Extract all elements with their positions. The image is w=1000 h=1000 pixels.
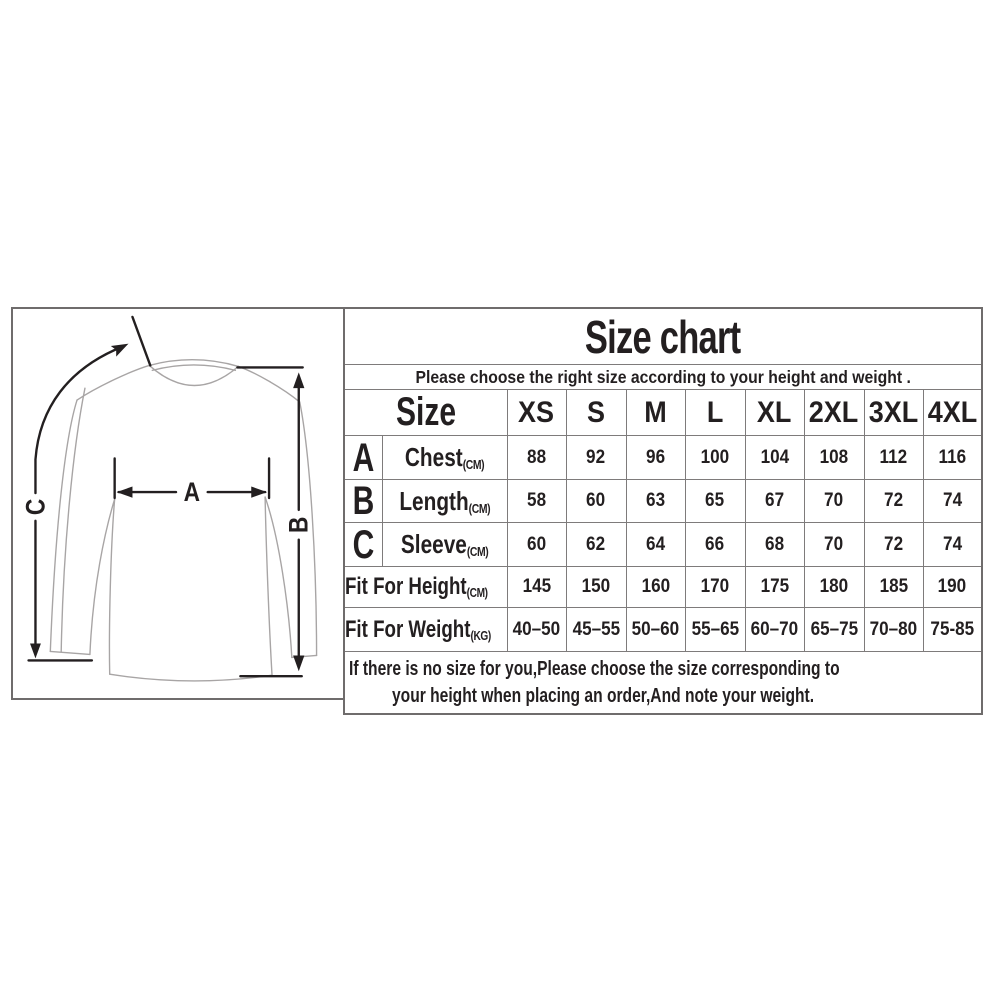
height-value-cell-text: 175 xyxy=(760,576,789,597)
sleeve-value-cell xyxy=(507,523,566,567)
weight-value-cell xyxy=(507,608,566,652)
length-value-cell xyxy=(685,480,745,523)
footer-note-cell xyxy=(344,652,982,715)
size-column-header-text: M xyxy=(644,395,667,429)
chest-value-cell-text: 112 xyxy=(879,446,908,468)
chest-row xyxy=(344,436,982,480)
shirt-outline xyxy=(50,360,316,681)
sleeve-value-cell xyxy=(923,523,982,567)
length-row xyxy=(344,480,982,523)
length-value-cell xyxy=(566,480,626,523)
chest-value-cell xyxy=(804,436,864,480)
footer-note-line2: your height when placing an order,And note your weight. xyxy=(392,684,815,707)
height-value-cell-text: 150 xyxy=(581,576,611,597)
size-column-header xyxy=(685,390,745,436)
shirt-diagram-panel xyxy=(11,307,345,700)
chest-value-cell xyxy=(745,436,804,480)
size-column-header-text: 3XL xyxy=(868,395,919,429)
size-header-label: Size xyxy=(395,390,456,434)
sleeve-value-cell-text: 70 xyxy=(824,533,844,555)
length-value-cell xyxy=(507,480,566,523)
right-shoulder-line xyxy=(238,366,299,402)
sleeve-unit: (CM) xyxy=(466,544,489,559)
fit-weight-label: Fit For Weight xyxy=(345,615,471,643)
size-chart-panel xyxy=(343,307,981,707)
body-left-edge xyxy=(109,499,114,674)
chest-value-cell-text: 92 xyxy=(586,446,606,468)
height-value-cell xyxy=(685,567,745,608)
footer-note-row xyxy=(344,652,982,715)
length-value-cell xyxy=(923,480,982,523)
arrow-b-top-arrowhead xyxy=(293,372,304,388)
fit-height-row xyxy=(344,567,982,608)
chest-value-cell xyxy=(685,436,745,480)
height-value-cell-text: 185 xyxy=(879,576,908,597)
length-label: Length xyxy=(399,485,469,516)
chest-label: Chest xyxy=(404,442,463,472)
letter-c: C xyxy=(352,522,375,567)
sleeve-value-cell-text: 74 xyxy=(942,533,962,555)
sleeve-value-cell xyxy=(566,523,626,567)
height-value-cell xyxy=(864,567,923,608)
sleeve-value-cell xyxy=(864,523,923,567)
arrow-b-bottom-arrowhead xyxy=(293,655,304,671)
sleeve-value-cell-text: 60 xyxy=(526,533,547,555)
height-value-cell xyxy=(804,567,864,608)
height-value-cell xyxy=(923,567,982,608)
arrow-a-left-arrowhead xyxy=(117,486,133,497)
weight-value-cell xyxy=(864,608,923,652)
collar-leader-line xyxy=(132,317,150,366)
chest-value-cell-text: 96 xyxy=(645,446,666,468)
letter-cell-a xyxy=(344,436,382,480)
weight-value-cell-text: 60–70 xyxy=(750,618,799,640)
size-column-header-text: XS xyxy=(518,395,555,429)
size-column-header-text: 2XL xyxy=(809,395,859,429)
sleeve-value-cell xyxy=(685,523,745,567)
size-column-header-text: L xyxy=(706,395,724,429)
weight-value-cell-text: 45–55 xyxy=(572,618,620,640)
subtitle-cell xyxy=(344,365,982,390)
height-value-cell-text: 190 xyxy=(938,576,967,597)
size-column-header xyxy=(507,390,566,436)
left-sleeve-seam-line xyxy=(61,388,85,651)
length-label-cell xyxy=(382,480,507,523)
label-a: A xyxy=(183,478,201,508)
length-value-cell-text: 65 xyxy=(705,490,725,511)
weight-value-cell-text: 50–60 xyxy=(631,618,680,640)
weight-value-cell-text: 75-85 xyxy=(930,618,975,640)
length-unit: (CM) xyxy=(468,500,490,516)
arrow-c-bottom-arrowhead xyxy=(30,644,41,659)
chest-value-cell xyxy=(626,436,685,480)
footer-note-line1: If there is no size for you,Please choose the size corresponding to xyxy=(348,657,840,680)
size-column-header xyxy=(864,390,923,436)
chest-value-cell-text: 100 xyxy=(700,446,730,468)
letter-cell-c xyxy=(344,523,382,567)
chest-value-cell-text: 88 xyxy=(526,446,547,468)
label-c: C xyxy=(21,498,51,516)
weight-value-cell xyxy=(626,608,685,652)
weight-value-cell-text: 55–65 xyxy=(691,618,739,640)
page-title: Size chart xyxy=(585,310,741,363)
size-column-header xyxy=(745,390,804,436)
length-value-cell xyxy=(745,480,804,523)
letter-b: B xyxy=(352,479,375,523)
chest-value-cell-text: 108 xyxy=(819,446,849,468)
sleeve-value-cell xyxy=(745,523,804,567)
title-row xyxy=(344,308,982,365)
dimension-labels xyxy=(22,478,314,533)
height-value-cell xyxy=(745,567,804,608)
length-value-cell xyxy=(626,480,685,523)
height-value-cell xyxy=(626,567,685,608)
sleeve-value-cell-text: 62 xyxy=(586,533,606,555)
letter-a: A xyxy=(352,435,375,480)
sleeve-value-cell-text: 72 xyxy=(883,533,904,555)
chest-value-cell xyxy=(864,436,923,480)
collar-top-inner-line xyxy=(152,365,235,370)
fit-weight-row xyxy=(344,608,982,652)
arrowheads xyxy=(30,338,304,671)
chest-value-cell-text: 104 xyxy=(760,446,789,468)
label-b: B xyxy=(285,516,315,533)
size-column-header xyxy=(804,390,864,436)
size-column-header-text: XL xyxy=(757,395,792,429)
fit-weight-label-cell xyxy=(344,608,507,652)
height-value-cell xyxy=(566,567,626,608)
length-value-cell-text: 58 xyxy=(526,490,547,511)
weight-value-cell xyxy=(745,608,804,652)
length-value-cell-text: 60 xyxy=(586,490,606,511)
weight-value-cell xyxy=(685,608,745,652)
sleeve-value-cell xyxy=(626,523,685,567)
weight-value-cell xyxy=(804,608,864,652)
chest-unit: (CM) xyxy=(462,457,485,472)
size-column-header-text: 4XL xyxy=(927,395,978,429)
weight-value-cell xyxy=(923,608,982,652)
body-right-edge xyxy=(265,497,272,675)
weight-value-cell-text: 70–80 xyxy=(869,618,918,640)
sleeve-value-cell-text: 66 xyxy=(705,533,725,555)
left-cuff-line xyxy=(50,651,90,654)
length-value-cell-text: 63 xyxy=(645,490,666,511)
height-value-cell-text: 170 xyxy=(700,576,730,597)
shirt-measurement-diagram xyxy=(13,309,343,698)
length-value-cell-text: 70 xyxy=(824,490,844,511)
sleeve-value-cell-text: 64 xyxy=(645,533,666,555)
left-shoulder-line xyxy=(77,365,149,400)
size-column-header xyxy=(923,390,982,436)
weight-value-cell xyxy=(566,608,626,652)
subtitle-row xyxy=(344,365,982,390)
weight-value-cell-text: 40–50 xyxy=(512,618,561,640)
size-chart-table xyxy=(343,307,983,715)
chest-value-cell-text: 116 xyxy=(938,446,967,468)
title-cell xyxy=(344,308,982,365)
height-value-cell-text: 180 xyxy=(819,576,849,597)
subtitle-text: Please choose the right size according to your height and weight . xyxy=(415,366,911,387)
size-column-header xyxy=(626,390,685,436)
height-value-cell-text: 145 xyxy=(522,576,551,597)
chest-value-cell xyxy=(507,436,566,480)
length-value-cell-text: 72 xyxy=(883,490,904,511)
chest-label-cell xyxy=(382,436,507,480)
fit-height-label: Fit For Height xyxy=(345,573,467,600)
letter-cell-b xyxy=(344,480,382,523)
sleeve-value-cell xyxy=(804,523,864,567)
size-header-cell xyxy=(344,390,507,436)
table-header-row xyxy=(344,390,982,436)
length-value-cell-text: 67 xyxy=(764,490,785,511)
height-value-cell-text: 160 xyxy=(641,576,670,597)
sleeve-row xyxy=(344,523,982,567)
length-value-cell xyxy=(804,480,864,523)
height-value-cell xyxy=(507,567,566,608)
fit-height-unit: (CM) xyxy=(466,585,488,600)
fit-height-label-cell xyxy=(344,567,507,608)
arrow-c-top-arrowhead xyxy=(111,338,131,356)
arrow-a-right-arrowhead xyxy=(251,486,267,497)
sleeve-value-cell-text: 68 xyxy=(764,533,785,555)
sleeve-label-cell xyxy=(382,523,507,567)
length-value-cell xyxy=(864,480,923,523)
left-sleeve-outer-edge xyxy=(50,400,77,651)
size-column-header-text: S xyxy=(586,395,605,429)
sleeve-label: Sleeve xyxy=(400,529,467,559)
chest-value-cell xyxy=(566,436,626,480)
length-value-cell-text: 74 xyxy=(942,490,962,511)
fit-weight-unit: (KG) xyxy=(470,627,491,643)
size-column-header xyxy=(566,390,626,436)
chest-value-cell xyxy=(923,436,982,480)
weight-value-cell-text: 65–75 xyxy=(810,618,858,640)
